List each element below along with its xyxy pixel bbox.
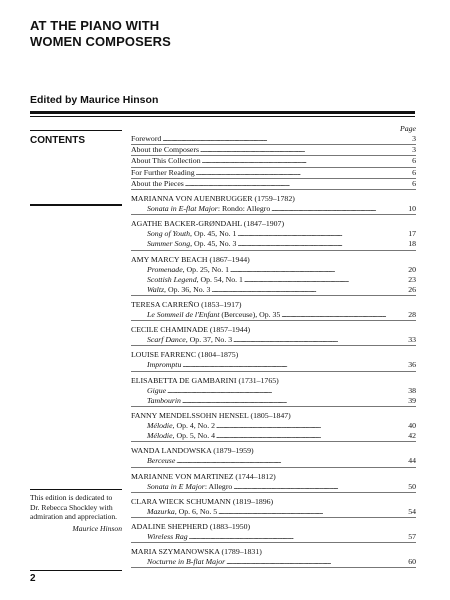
toc-leader-dots bbox=[202, 156, 412, 166]
toc-piece-item[interactable] bbox=[131, 482, 416, 492]
toc-composer-name: AGATHE BACKER-GRØNDAHL (1847–1907) bbox=[131, 219, 285, 229]
toc-entry-page: 17 bbox=[408, 229, 416, 239]
toc-piece-item[interactable] bbox=[131, 421, 416, 431]
toc-entry-detail: (Berceuse), Op. 35 bbox=[219, 310, 281, 320]
toc-entry-title: About the Composers bbox=[131, 145, 200, 155]
dedication-text: This edition is dedicated to Dr. Rebecca Shockley with admiration and appreciation. bbox=[30, 493, 118, 522]
toc-entry-page: 54 bbox=[408, 506, 416, 516]
toc-leader-dots bbox=[216, 421, 407, 431]
dedication-top-rule bbox=[30, 489, 122, 490]
toc-entry-title: Sonata in E Major bbox=[147, 481, 205, 491]
header-rule-thick bbox=[30, 111, 415, 114]
toc-piece-item[interactable] bbox=[131, 532, 416, 542]
toc-entry-page: 60 bbox=[408, 557, 416, 567]
toc-leader-dots bbox=[233, 335, 407, 345]
toc-front-matter-item[interactable] bbox=[131, 168, 416, 178]
toc-leader-dots bbox=[200, 145, 411, 155]
toc-leader-dots bbox=[218, 507, 407, 517]
toc-leader-dots bbox=[226, 557, 407, 567]
toc-entry-detail: , Op. 36, No. 3 bbox=[164, 284, 211, 294]
toc-entry-title: Impromptu bbox=[147, 360, 182, 370]
toc-front-matter-item[interactable] bbox=[131, 156, 416, 166]
toc-piece-item[interactable] bbox=[131, 204, 416, 214]
toc-composer-name: LOUISE FARRENC (1804–1875) bbox=[131, 350, 239, 360]
toc-front-matter-item[interactable] bbox=[131, 179, 416, 189]
toc-entry-page: 26 bbox=[408, 284, 416, 294]
editor-credit: Edited by Maurice Hinson bbox=[30, 94, 159, 106]
toc-composer-name: ELISABETTA DE GAMBARINI (1731–1765) bbox=[131, 375, 279, 385]
toc-entry-page: 23 bbox=[408, 274, 416, 284]
toc-piece-item[interactable] bbox=[131, 285, 416, 295]
toc-composer-name: WANDA LANDOWSKA (1879–1959) bbox=[131, 446, 254, 456]
toc-entry-title: Foreword bbox=[131, 134, 162, 143]
toc-leader-dots bbox=[281, 310, 407, 320]
toc-entry-detail: , Op. 37, No. 3 bbox=[185, 335, 233, 345]
toc-entry-detail: , Op. 4, No. 2 bbox=[172, 421, 215, 430]
toc-composer-name: FANNY MENDELSSOHN HENSEL (1805–1847) bbox=[131, 411, 291, 420]
toc-entry-page: 50 bbox=[408, 481, 416, 491]
toc-leader-dots bbox=[211, 285, 407, 295]
toc-leader-dots bbox=[167, 386, 407, 396]
toc-entry-title: Mélodie bbox=[147, 431, 173, 441]
toc-piece-item[interactable] bbox=[131, 239, 416, 249]
page-column-header: Page bbox=[399, 124, 416, 133]
toc-entry-detail: , Op. 45, No. 1 bbox=[190, 229, 237, 239]
toc-leader-dots bbox=[185, 179, 411, 189]
toc-entry-detail: , Op. 6, No. 5 bbox=[174, 506, 218, 516]
page-number-rule bbox=[30, 570, 122, 571]
table-of-contents bbox=[131, 124, 416, 568]
toc-piece-item[interactable] bbox=[131, 396, 416, 406]
toc-entry-detail: , Op. 54, No. 1 bbox=[196, 274, 243, 284]
toc-entry-page: 57 bbox=[408, 531, 416, 541]
toc-composer-name: MARIANNE VON MARTINEZ (1744–1812) bbox=[131, 471, 276, 481]
toc-piece-item[interactable] bbox=[131, 310, 416, 320]
toc-entry-page: 42 bbox=[408, 431, 416, 441]
toc-entry-page: 44 bbox=[408, 456, 416, 466]
toc-entry-title: For Further Reading bbox=[131, 167, 195, 177]
book-title bbox=[30, 18, 171, 50]
toc-entry-title: Gigue bbox=[147, 385, 167, 395]
toc-piece-item[interactable] bbox=[131, 557, 416, 567]
toc-entry-page: 10 bbox=[408, 203, 416, 213]
toc-piece-item[interactable] bbox=[131, 386, 416, 396]
toc-entry-page: 3 bbox=[412, 145, 416, 155]
toc-entry-page: 6 bbox=[412, 167, 416, 177]
toc-piece-item[interactable] bbox=[131, 360, 416, 370]
toc-composer-name: MARIANNA VON AUENBRUGGER (1759–1782) bbox=[131, 193, 295, 203]
toc-entry-page: 40 bbox=[408, 421, 416, 430]
contents-top-rule bbox=[30, 130, 122, 131]
toc-entry-title: Promenade bbox=[147, 264, 183, 274]
toc-entry-title: Mélodie bbox=[147, 421, 173, 430]
book-title-line-2: WOMEN COMPOSERS bbox=[30, 34, 171, 49]
toc-composer-name: AMY MARCY BEACH (1867–1944) bbox=[131, 254, 250, 264]
toc-leader-dots bbox=[162, 134, 411, 144]
toc-leader-dots bbox=[189, 532, 408, 542]
toc-leader-dots bbox=[237, 239, 407, 249]
toc-piece-item[interactable] bbox=[131, 431, 416, 441]
toc-entry-title: Nocturne in B-flat Major bbox=[147, 557, 226, 567]
toc-entry-page: 33 bbox=[408, 335, 416, 345]
toc-composer-name: TERESA CARREÑO (1853–1917) bbox=[131, 300, 242, 310]
toc-leader-dots bbox=[176, 456, 407, 466]
toc-entry-page: 20 bbox=[408, 264, 416, 274]
toc-leader-dots bbox=[244, 275, 407, 285]
toc-leader-dots bbox=[182, 360, 407, 370]
toc-entry-title: Scottish Legend bbox=[147, 274, 197, 284]
toc-piece-item[interactable] bbox=[131, 229, 416, 239]
toc-leader-dots bbox=[182, 396, 407, 406]
toc-divider bbox=[131, 567, 416, 568]
toc-entry-detail: : Allegro bbox=[204, 481, 233, 491]
toc-piece-item[interactable] bbox=[131, 456, 416, 466]
page-number: 2 bbox=[30, 573, 36, 584]
toc-entry-title: Berceuse bbox=[147, 456, 176, 466]
dedication-signature: Maurice Hinson bbox=[72, 523, 122, 533]
toc-composer-name: ADALINE SHEPHERD (1883–1950) bbox=[131, 521, 251, 531]
toc-leader-dots bbox=[233, 482, 407, 492]
toc-piece-item[interactable] bbox=[131, 275, 416, 285]
contents-label: CONTENTS bbox=[30, 135, 85, 146]
toc-leader-dots bbox=[271, 204, 407, 214]
toc-entry-page: 39 bbox=[408, 395, 416, 405]
toc-entry-page: 28 bbox=[408, 310, 416, 320]
toc-entry-title: Wireless Rag bbox=[147, 531, 188, 541]
toc-front-matter-item[interactable] bbox=[131, 134, 416, 144]
toc-front-matter-item[interactable] bbox=[131, 145, 416, 155]
toc-leader-dots bbox=[196, 168, 411, 178]
toc-entry-title: Mazurka bbox=[147, 506, 175, 516]
toc-leader-dots bbox=[216, 431, 407, 441]
toc-entry-title: Scarf Dance bbox=[147, 335, 186, 345]
toc-entry-detail: : Rondo: Allegro bbox=[217, 203, 271, 213]
toc-entry-title: Song of Youth bbox=[147, 229, 191, 239]
toc-leader-dots bbox=[230, 265, 407, 275]
toc-entry-title: Summer Song bbox=[147, 239, 191, 249]
toc-composer-name: CECILE CHAMINADE (1857–1944) bbox=[131, 325, 251, 335]
toc-entry-title: Waltz bbox=[147, 284, 165, 294]
header-rule-thin bbox=[30, 116, 415, 117]
contents-bottom-rule bbox=[30, 204, 122, 206]
toc-composer-name: MARIA SZYMANOWSKA (1789–1831) bbox=[131, 547, 262, 557]
toc-piece-item[interactable] bbox=[131, 265, 416, 275]
book-title-line-1: AT THE PIANO WITH bbox=[30, 18, 160, 33]
toc-piece-item[interactable] bbox=[131, 335, 416, 345]
toc-entry-page: 3 bbox=[412, 134, 416, 143]
toc-entry-title: About This Collection bbox=[131, 156, 201, 166]
toc-composer-name: CLARA WIECK SCHUMANN (1819–1896) bbox=[131, 496, 274, 506]
toc-entry-detail: , Op. 25, No. 1 bbox=[182, 264, 230, 274]
dedication bbox=[30, 493, 122, 533]
toc-piece-item[interactable] bbox=[131, 507, 416, 517]
toc-entry-title: Tambourin bbox=[147, 395, 181, 405]
toc-entry-title: Sonata in E-flat Major bbox=[147, 203, 218, 213]
toc-entry-title: Le Sommeil de l'Enfant bbox=[147, 310, 220, 320]
toc-entry-page: 6 bbox=[412, 178, 416, 188]
toc-entry-page: 6 bbox=[412, 156, 416, 166]
toc-entry-detail: , Op. 5, No. 4 bbox=[172, 431, 215, 441]
toc-entry-title: About the Pieces bbox=[131, 178, 184, 188]
toc-entry-detail: , Op. 45, No. 3 bbox=[190, 239, 237, 249]
toc-entry-page: 38 bbox=[408, 385, 416, 395]
toc-leader-dots bbox=[237, 229, 407, 239]
toc-entry-page: 18 bbox=[408, 239, 416, 249]
toc-entry-page: 36 bbox=[408, 360, 416, 370]
